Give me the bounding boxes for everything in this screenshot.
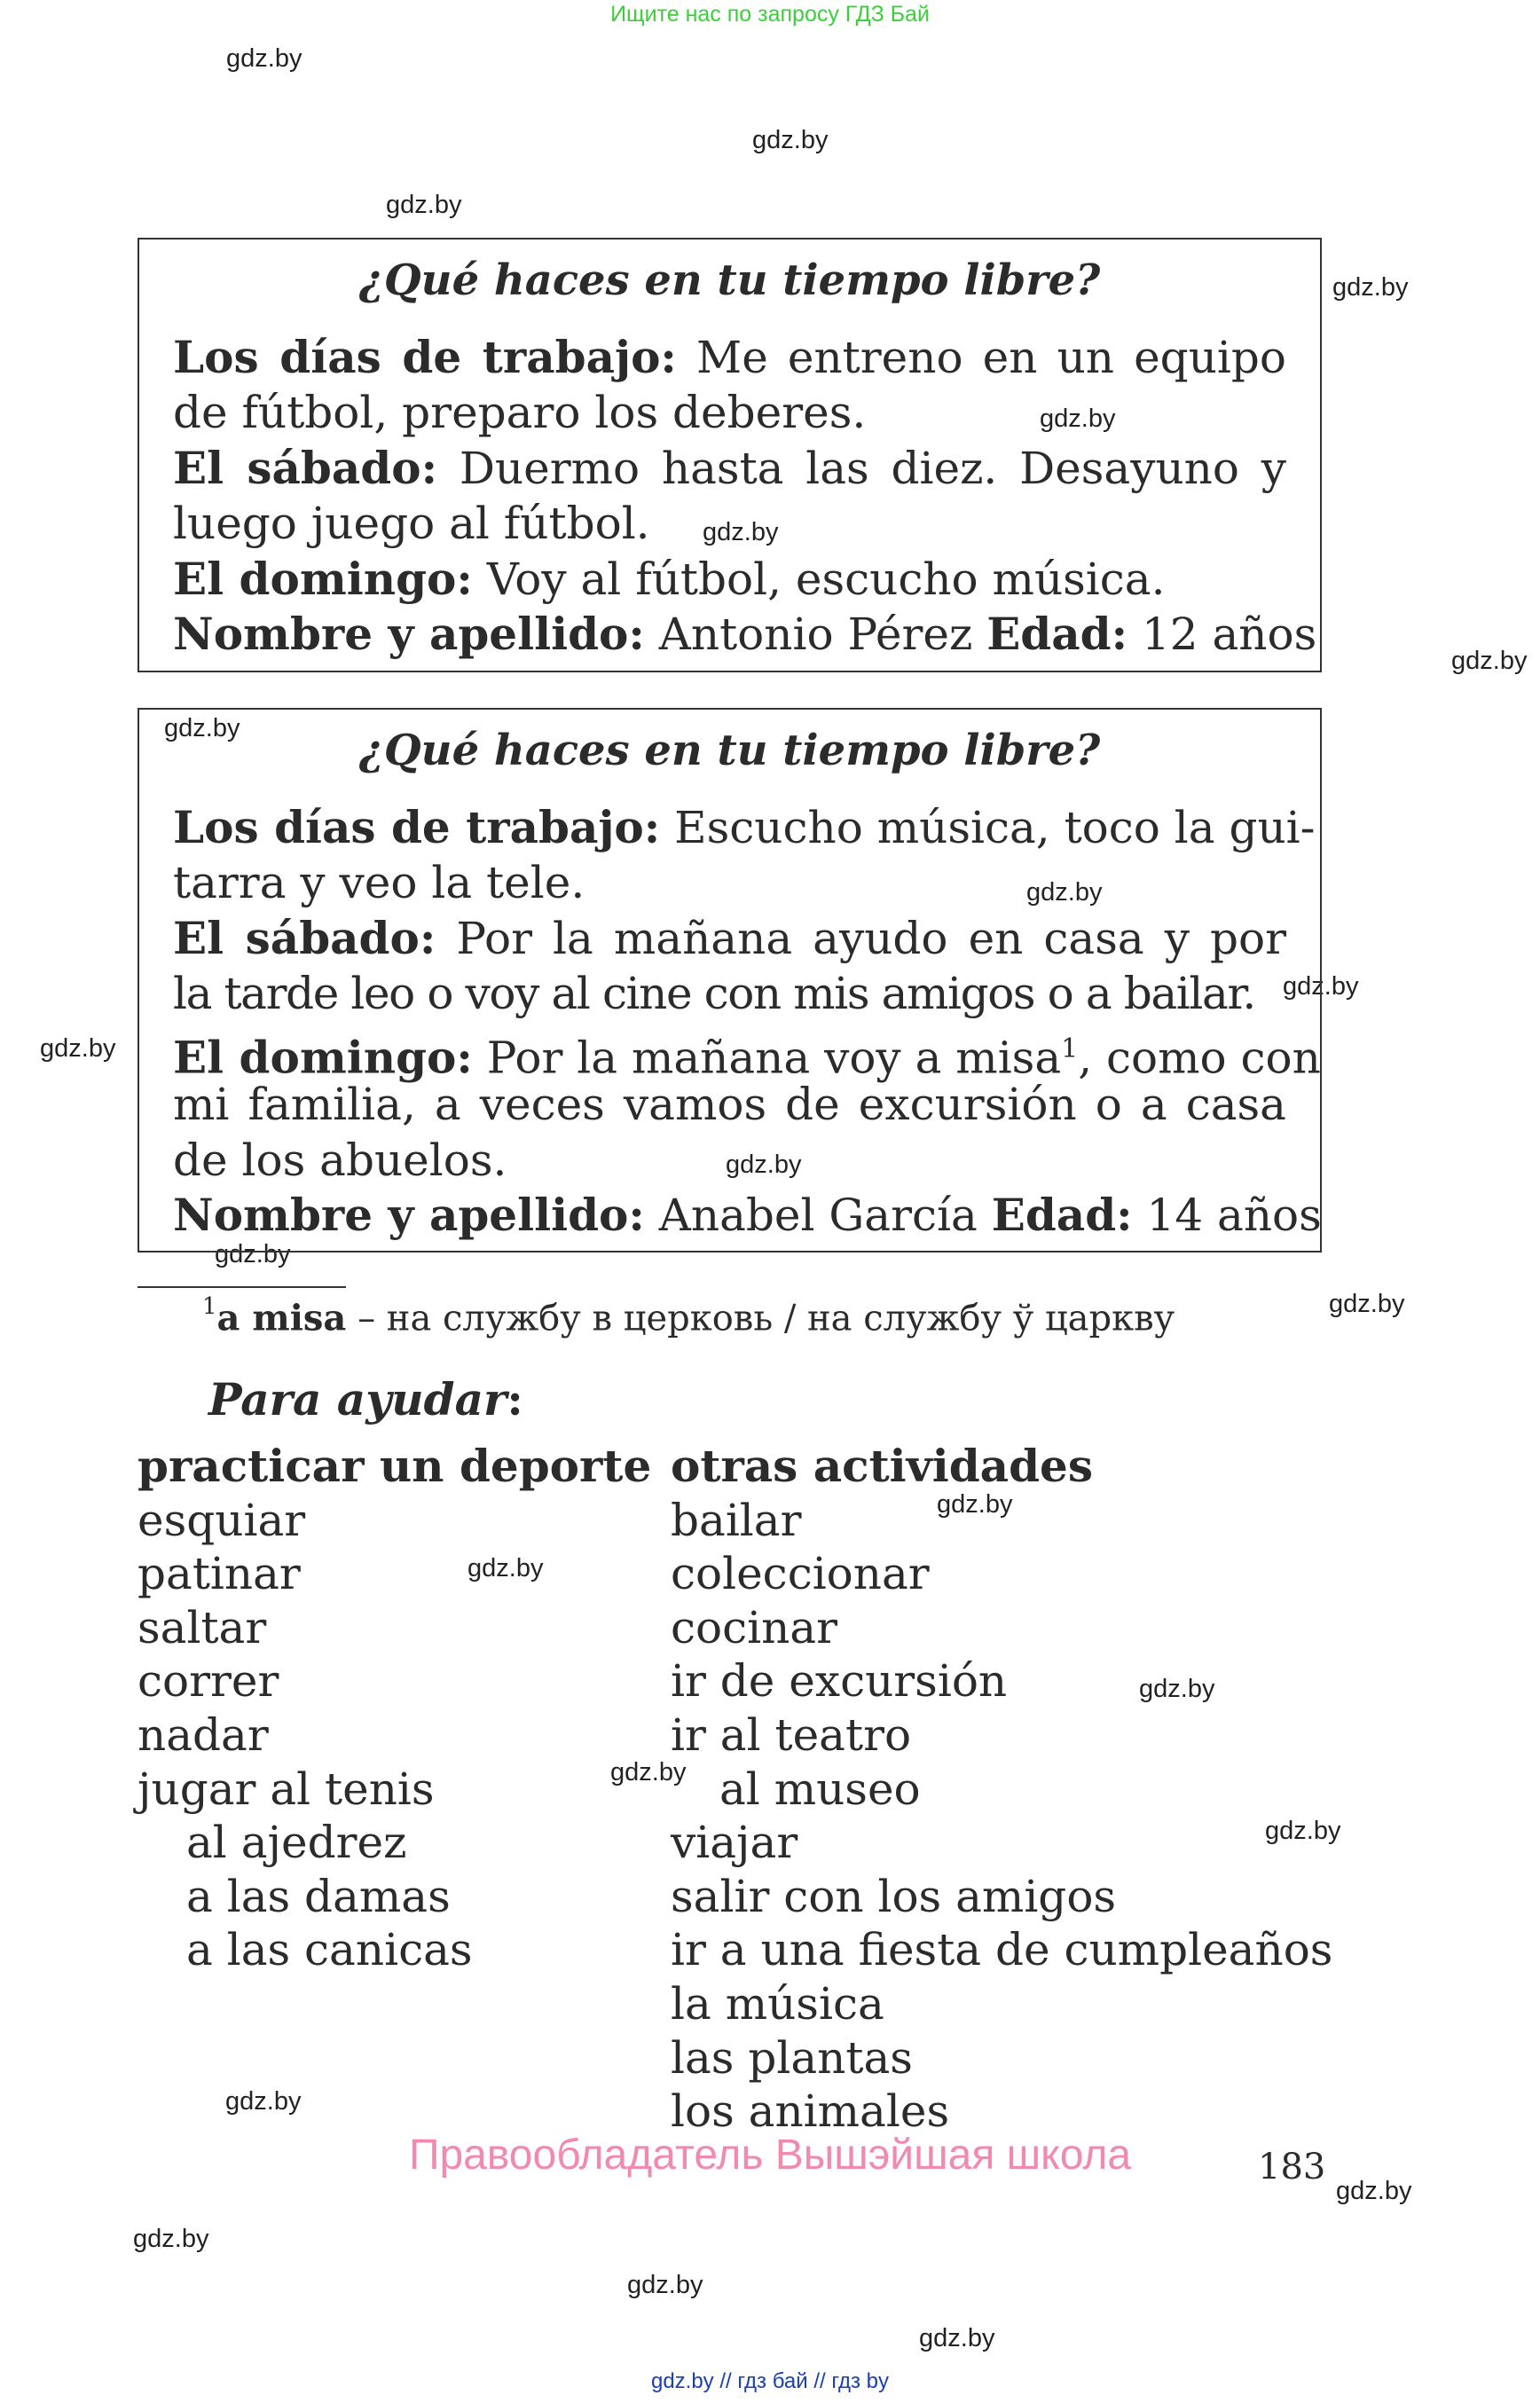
vocab-item: las plantas [671, 2031, 913, 2084]
card-line [173, 966, 1286, 1021]
vocab-item: ir al teatro [671, 1708, 912, 1761]
watermark: gdz.by [726, 1150, 802, 1179]
vocab-subitem: al ajedrez [186, 1817, 407, 1869]
vocab-subitem: al museo [719, 1763, 921, 1815]
vocab-item: bailar [671, 1494, 802, 1546]
column-heading: otras actividades [671, 1440, 1094, 1492]
vocab-item: ir de excursión [671, 1655, 1008, 1708]
vocab-item: los animales [671, 2085, 950, 2138]
column-heading: practicar un deporte [138, 1440, 652, 1492]
field-value: tarra y veo la tele. [173, 857, 585, 908]
field-value: , como con [1078, 1032, 1321, 1084]
vocab-item: esquiar [138, 1494, 306, 1546]
watermark: gdz.by [40, 1034, 116, 1063]
field-value: Duermo hasta las diez. Desayuno y [437, 443, 1286, 494]
age-label: Edad: [986, 608, 1128, 660]
card-title: ¿Qué haces en tu tiempo libre? [358, 726, 1101, 775]
field-label: El domingo: [173, 553, 473, 605]
field-value: de los abuelos. [173, 1135, 507, 1186]
watermark: gdz.by [386, 191, 462, 219]
age-value: 12 años [1128, 609, 1317, 660]
profile-card-antonio [138, 238, 1322, 672]
card-line [173, 552, 1286, 607]
vocab-column-sports [138, 1440, 651, 1977]
watermark: gdz.by [752, 126, 829, 154]
card-line [173, 1133, 1286, 1188]
age-value: 14 años [1132, 1190, 1322, 1241]
field-value: de fútbol, preparo los deberes. [173, 387, 867, 438]
vocab-item: viajar [671, 1817, 798, 1869]
footnote-mark: 1 [202, 1293, 217, 1320]
vocab-item: cocinar [671, 1601, 838, 1653]
field-value: Por la mañana ayudo en casa y por [436, 913, 1287, 964]
card-line [173, 800, 1316, 855]
age-label: Edad: [991, 1189, 1133, 1241]
footnote-ref: 1 [1061, 1033, 1079, 1064]
watermark: gdz.by [1329, 1290, 1405, 1318]
field-value: la tarde leo o voy al cine con mis amigos o a bailar. [173, 968, 1255, 1019]
card-line [173, 496, 1286, 551]
card-line [173, 1188, 1322, 1243]
field-value: mi familia, a veces vamos de excursión o a casa [173, 1079, 1286, 1130]
footnote-text: – на службу в церковь / на службу ў царкву [346, 1298, 1175, 1339]
field-label: Los días de trabajo: [173, 801, 661, 853]
vocab-item: coleccionar [671, 1548, 930, 1600]
field-value: Por la mañana voy a misa [472, 1032, 1062, 1084]
vocab-item: salir con los amigos [671, 1870, 1117, 1922]
copyright-notice: Правообладатель Вышэйшая школа [408, 2132, 1132, 2179]
field-label: El domingo: [173, 1031, 473, 1084]
profile-card-anabel [138, 708, 1322, 1253]
field-value: luego juego al fútbol. [173, 498, 650, 549]
vocab-item: ir a una fiesta de cumpleaños [671, 1924, 1333, 1976]
field-label: El sábado: [173, 442, 438, 494]
watermark: gdz.by [215, 1240, 291, 1268]
watermark: gdz.by [627, 2271, 703, 2299]
field-label: Los días de trabajo: [173, 331, 677, 383]
footnote-term: a misa [216, 1297, 347, 1339]
watermark: gdz.by [1139, 1675, 1215, 1703]
card-line [173, 441, 1286, 496]
card-line [173, 385, 1286, 440]
vocab-item: nadar [138, 1708, 269, 1761]
card-line [173, 330, 1286, 385]
vocab-subitem: a las damas [186, 1870, 451, 1922]
name-label: Nombre y apellido: [173, 1189, 645, 1241]
name-value: Anabel García [644, 1190, 992, 1241]
vocab-subitem: a las canicas [186, 1924, 473, 1976]
field-value: Escucho música, toco la gui- [660, 802, 1316, 853]
footnote [202, 1293, 1175, 1339]
vocab-column-activities [671, 1440, 1332, 2139]
field-value: Me entreno en un equipo [676, 332, 1286, 383]
card-line [173, 607, 1317, 662]
page-number: 183 [1258, 2147, 1326, 2187]
top-banner-link[interactable]: Ищите нас по запросу ГДЗ Бай [610, 2, 930, 27]
watermark: gdz.by [468, 1554, 544, 1582]
section-heading: Para ayudar: [208, 1373, 523, 1425]
watermark: gdz.by [164, 714, 240, 742]
vocab-item: patinar [138, 1548, 301, 1600]
footnote-rule [138, 1286, 346, 1288]
card-line [173, 855, 1286, 910]
vocab-item: saltar [138, 1601, 267, 1653]
watermark: gdz.by [1026, 878, 1103, 907]
watermark: gdz.by [1451, 647, 1528, 675]
card-line [173, 1077, 1286, 1132]
vocab-item: la música [671, 1977, 884, 2030]
bottom-links[interactable]: gdz.by // гдз бай // гдз by [650, 2369, 890, 2393]
watermark: gdz.by [133, 2225, 209, 2253]
card-title: ¿Qué haces en tu tiempo libre? [358, 255, 1101, 305]
watermark: gdz.by [703, 518, 779, 546]
field-value: Voy al fútbol, escucho música. [472, 554, 1166, 605]
name-label: Nombre y apellido: [173, 608, 645, 660]
watermark: gdz.by [1265, 1817, 1341, 1845]
watermark: gdz.by [1332, 273, 1409, 302]
watermark: gdz.by [1336, 2177, 1412, 2205]
watermark: gdz.by [226, 44, 302, 73]
watermark: gdz.by [225, 2087, 302, 2116]
watermark: gdz.by [919, 2324, 995, 2352]
watermark: gdz.by [937, 1490, 1013, 1519]
watermark: gdz.by [1040, 404, 1116, 433]
name-value: Antonio Pérez [644, 609, 987, 660]
card-line [173, 911, 1286, 966]
vocab-item: correr [138, 1655, 279, 1708]
card-line [173, 1022, 1321, 1086]
field-label: El sábado: [173, 912, 436, 964]
watermark: gdz.by [1283, 972, 1359, 1001]
vocab-item: jugar al tenis [138, 1763, 435, 1815]
watermark: gdz.by [610, 1758, 687, 1787]
